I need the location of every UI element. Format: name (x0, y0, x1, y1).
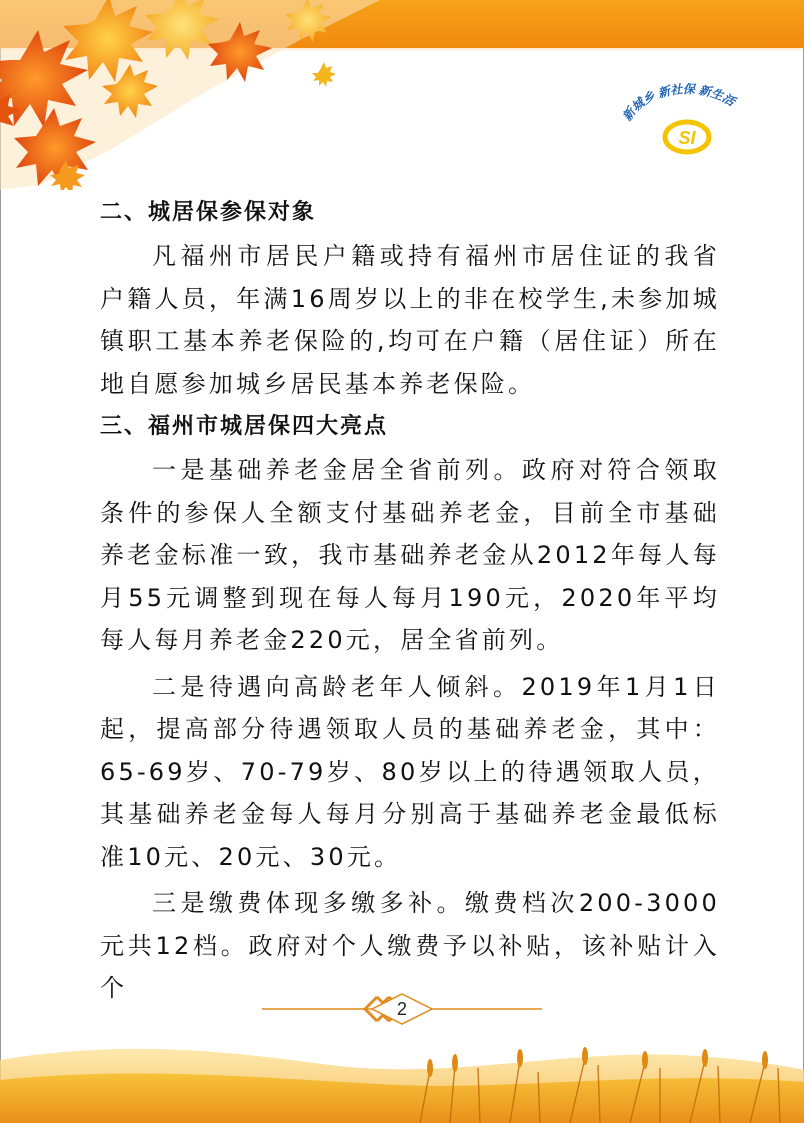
paragraph-highlight-2: 二是待遇向高龄老年人倾斜。2019年1月1日起，提高部分待遇领取人员的基础养老金，其中：65-69岁、70-79岁、80岁以上的待遇领取人员，其基础养老金每人每月分别高于基础养老金最低标准10元、20元、30元。 (100, 672, 720, 871)
logo-mark: SI (678, 128, 696, 148)
main-content (100, 195, 720, 1014)
paragraph-highlight-1: 一是基础养老金居全省前列。政府对符合领取条件的参保人全额支付基础养老金，目前全市基础养老金标准一致，我市基础养老金从2012年每人每月55元调整到现在每人每月190元，2020年平均每人每月养老金220元，居全省前列。 (100, 456, 720, 654)
social-insurance-logo (620, 82, 752, 162)
autumn-leaves-illustration (0, 0, 380, 190)
paragraph-highlight-3: 三是缴费体现多缴多补。缴费档次200-3000元共12档。政府对个人缴费予以补贴，该补贴计入个 (100, 889, 720, 1002)
paragraph-eligibility: 凡福州市居民户籍或持有福州市居住证的我省户籍人员，年满16周岁以上的非在校学生,未参加城镇职工基本养老保险的,均可在户籍（居住证）所在地自愿参加城乡居民基本养老保险。 (100, 242, 720, 398)
logo-slogan: 新城乡 新社保 新生活 (620, 82, 738, 124)
section-heading-highlights: 三、福州市城居保四大亮点 (100, 414, 389, 439)
wheat-field-illustration (0, 1010, 804, 1123)
page-number-ornament (262, 992, 542, 1026)
page-number: 2 (396, 999, 407, 1019)
section-heading-eligible-persons: 二、城居保参保对象 (100, 200, 317, 225)
svg-text:新城乡 新社保 新生活 (620, 82, 739, 123)
